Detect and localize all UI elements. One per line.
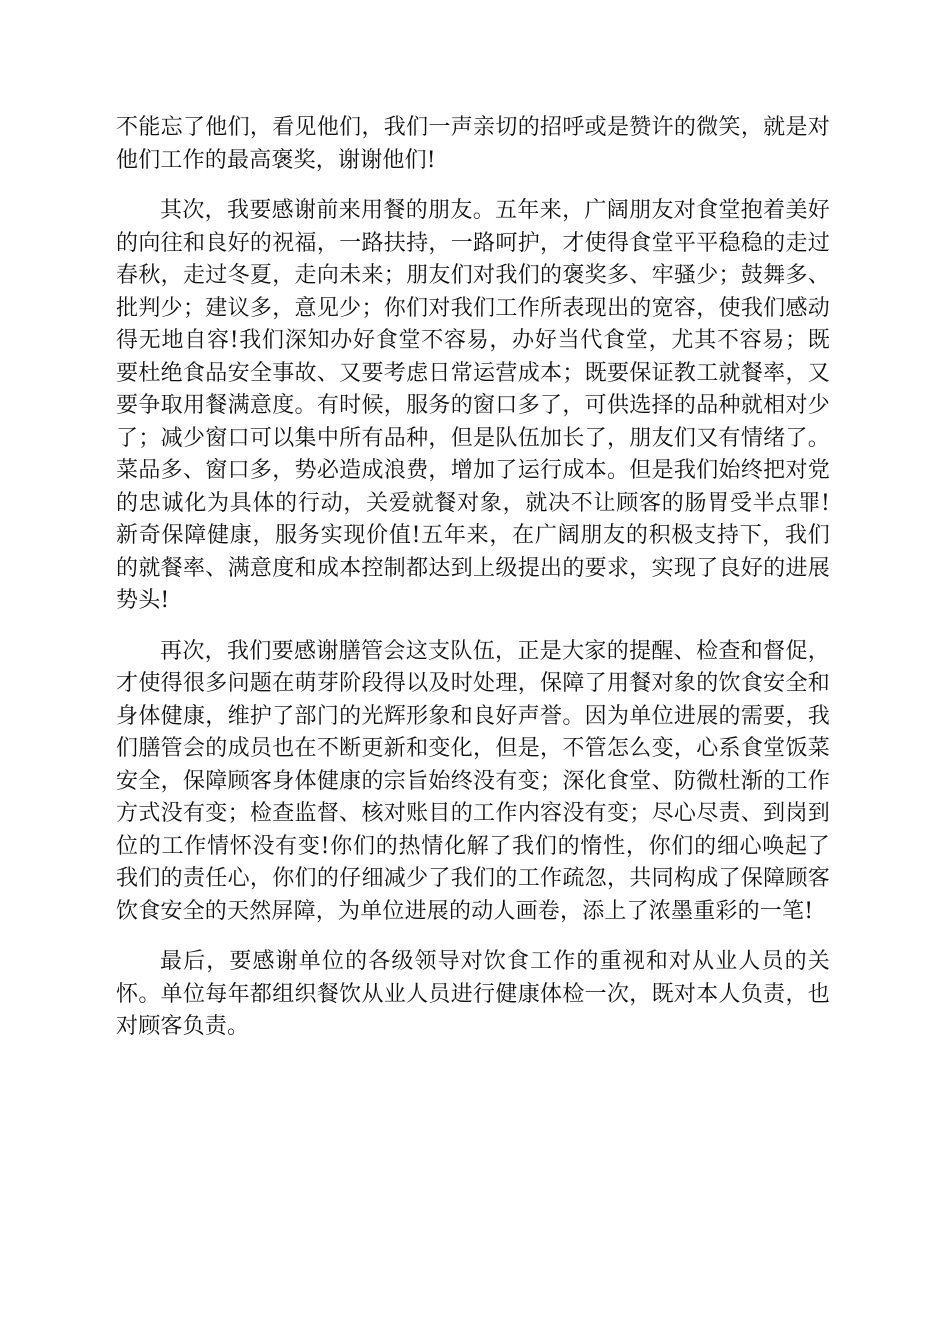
paragraph-committee-thanks: 再次，我们要感谢膳管会这支队伍，正是大家的提醒、检查和督促，才使得很多问题在萌芽阶段得以及时处理，保障了用餐对象的饮食安全和身体健康，维护了部门的光辉形象和良好声誉。因为单位进展的需要，我们膳管会的成员也在不断更新和变化，但是，不管怎么变，心系食堂饭菜安全，保障顾客身体健康的宗旨始终没有变；深化食堂、防微杜渐的工作方式没有变；检查监督、核对账目的工作内容没有变；尽心尽责、到岗到位的工作情怀没有变!你们的热情化解了我们的惰性，你们的细心唤起了我们的责任心，你们的仔细减少了我们的工作疏忽，共同构成了保障顾客饮食安全的天然屏障，为单位进展的动人画卷，添上了浓墨重彩的一笔! [116,638,830,924]
paragraph-diners-thanks: 其次，我要感谢前来用餐的朋友。五年来，广阔朋友对食堂抱着美好的向往和良好的祝福，一路扶持，一路呵护，才使得食堂平平稳稳的走过春秋，走过冬夏，走向未来；朋友们对我们的褒奖多、牢骚少；鼓舞多、批判少；建议多，意见少；你们对我们工作所表现出的宽容，使我们感动得无地自容!我们深知办好食堂不容易，办好当代食堂，尤其不容易；既要杜绝食品安全事故、又要考虑日常运营成本；既要保证教工就餐率，又要争取用餐满意度。有时候，服务的窗口多了，可供选择的品种就相对少了；减少窗口可以集中所有品种，但是队伍加长了，朋友们又有情绪了。菜品多、窗口多，势必造成浪费，增加了运行成本。但是我们始终把对党的忠诚化为具体的行动，关爱就餐对象，就决不让顾客的肠胃受半点罪!新奇保障健康，服务实现价值!五年来，在广阔朋友的积极支持下，我们的就餐率、满意度和成本控制都达到上级提出的要求，实现了良好的进展势头! [116,198,830,613]
paragraph-continuation: 不能忘了他们，看见他们，我们一声亲切的招呼或是赞许的微笑，就是对他们工作的最高褒奖，谢谢他们! [116,115,830,173]
paragraph-leadership-thanks: 最后，要感谢单位的各级领导对饮食工作的重视和对从业人员的关怀。单位每年都组织餐饮从业人员进行健康体检一次，既对本人负责，也对顾客负责。 [116,949,830,1039]
document-page [116,112,830,1044]
